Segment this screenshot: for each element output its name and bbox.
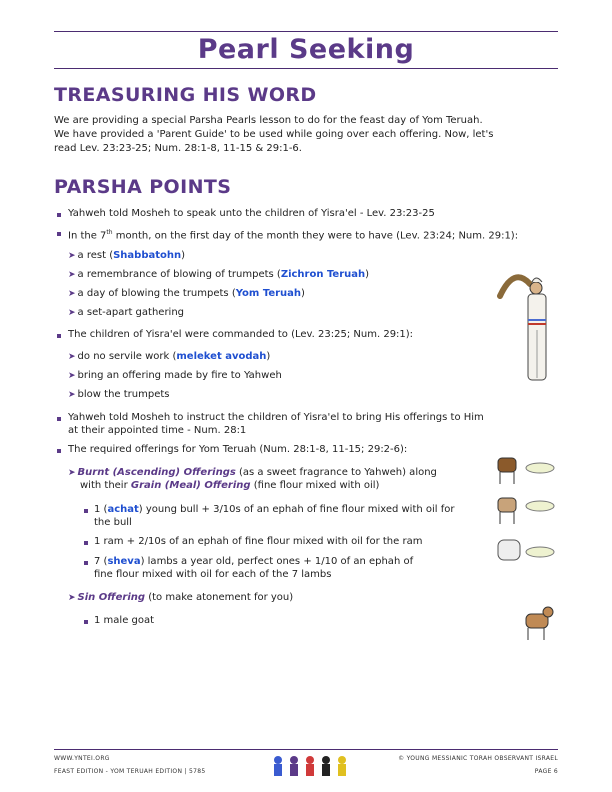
footer-copyright: © YOUNG MESSIANIC TORAH OBSERVANT ISRAEL	[398, 755, 558, 762]
sub-item: ➤ bring an offering made by fire to Yahweh	[68, 370, 282, 381]
offering-item: with their Grain (Meal) Offering (fine flour mixed with oil)	[80, 480, 380, 491]
arrow-icon: ➤	[68, 371, 76, 381]
offering-detail: 1 male goat	[94, 615, 155, 626]
footer-website: WWW.YNTEI.ORG	[54, 755, 110, 762]
section-heading-parsha-points: PARSHA POINTS	[54, 176, 232, 198]
intro-line: We are providing a special Parsha Pearls lesson to do for the feast day of Yom Teruah.	[54, 115, 483, 126]
offering-item: ➤ Burnt (Ascending) Offerings (as a sweet fragrance to Yahweh) along	[68, 467, 437, 478]
offering-detail: the bull	[94, 517, 132, 528]
footer-rule	[54, 749, 558, 750]
sub-item: ➤ a remembrance of blowing of trumpets (Zichron Teruah)	[68, 269, 370, 280]
footer-edition: FEAST EDITION - YOM TERUAH EDITION | 5785	[54, 768, 206, 775]
arrow-icon: ➤	[68, 251, 76, 261]
offering-detail: 1 (achat) young bull + 3/10s of an ephah of fine flour mixed with oil for	[94, 504, 455, 515]
offering-detail: 7 (sheva) lambs a year old, perfect ones + 1/10 of an ephah of	[94, 556, 414, 567]
bullet-text: The required offerings for Yom Teruah (Num. 28:1-8, 11-15; 29:2-6):	[68, 444, 408, 455]
page-title: Pearl Seeking	[197, 34, 415, 65]
footer-page: PAGE 6	[534, 768, 558, 775]
offering-detail: fine flour mixed with oil for each of the 7 lambs	[94, 569, 332, 580]
offering-item: ➤ Sin Offering (to make atonement for you)	[68, 592, 294, 603]
sub-item: ➤ a day of blowing the trumpets (Yom Teruah)	[68, 288, 305, 299]
arrow-icon: ➤	[68, 593, 76, 603]
top-rule	[54, 31, 558, 32]
sub-item: ➤ blow the trumpets	[68, 389, 170, 400]
intro-paragraph	[54, 114, 554, 156]
bullet-icon	[57, 213, 61, 217]
section-heading-treasuring: TREASURING HIS WORD	[54, 84, 317, 106]
offerings-illustration	[494, 452, 560, 582]
offering-detail: 1 ram + 2/10s of an ephah of fine flour mixed with oil for the ram	[94, 536, 423, 547]
title-rule	[54, 68, 558, 69]
bullet-text: In the 7th month, on the first day of the month they were to have (Lev. 23:24; Num. 29:1):	[68, 229, 519, 242]
shofar-blower-illustration	[494, 260, 564, 390]
goat-illustration	[522, 602, 556, 644]
intro-line: We have provided a 'Parent Guide' to be used while going over each offering. Now, let's	[54, 129, 494, 140]
sub-item: ➤ a rest (Shabbatohn)	[68, 250, 186, 261]
bullet-icon	[84, 509, 88, 513]
bullet-text: Yahweh told Mosheh to instruct the children of Yisra'el to bring His offerings to Him	[68, 412, 484, 423]
kids-logo	[270, 752, 352, 778]
sub-item: ➤ a set-apart gathering	[68, 307, 185, 318]
sub-item: ➤ do no servile work (meleket avodah)	[68, 351, 271, 362]
arrow-icon: ➤	[68, 468, 76, 478]
bullet-icon	[84, 541, 88, 545]
bullet-icon	[57, 449, 61, 453]
arrow-icon: ➤	[68, 390, 76, 400]
arrow-icon: ➤	[68, 270, 76, 280]
bullet-icon	[57, 417, 61, 421]
bullet-text: at their appointed time - Num. 28:1	[68, 425, 247, 436]
bullet-text: Yahweh told Mosheh to speak unto the children of Yisra'el - Lev. 23:23-25	[68, 208, 435, 219]
bullet-icon	[57, 334, 61, 338]
bullet-icon	[57, 232, 61, 236]
arrow-icon: ➤	[68, 289, 76, 299]
arrow-icon: ➤	[68, 308, 76, 318]
bullet-icon	[84, 620, 88, 624]
intro-line: read Lev. 23:23-25; Num. 28:1-8, 11-15 & 29:1-6.	[54, 143, 302, 154]
arrow-icon: ➤	[68, 352, 76, 362]
bullet-text: The children of Yisra'el were commanded to (Lev. 23:25; Num. 29:1):	[68, 329, 414, 340]
bullet-icon	[84, 561, 88, 565]
